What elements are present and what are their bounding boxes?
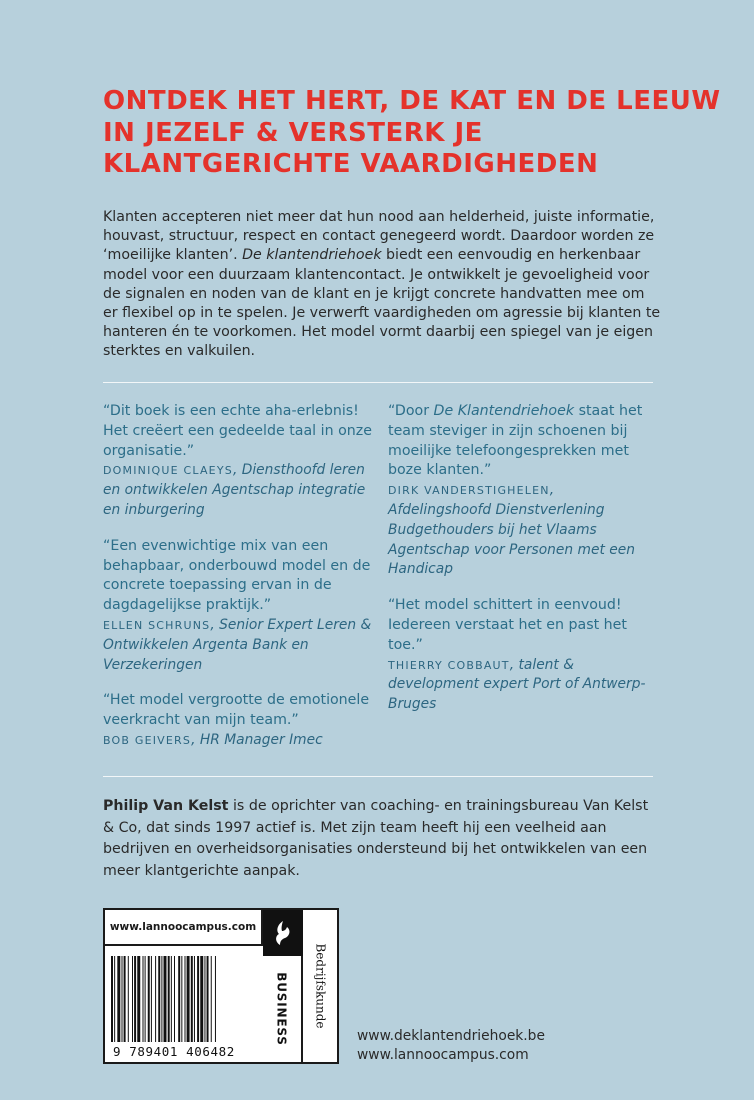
quote-role: HR Manager Imec: [199, 731, 323, 748]
quote-schruns: [103, 537, 373, 676]
quote-text: “Dit boek is een echte aha-erlebnis! Het creëert een gedeelde taal in onze organisatie.”: [103, 403, 372, 459]
quote-book-title: De Klantendriehoek: [433, 403, 575, 419]
quote-text-start: “Door: [388, 403, 434, 419]
barcode-bar: [171, 956, 172, 1042]
websites: [357, 1027, 545, 1065]
barcode-bar: [211, 956, 212, 1042]
isbn-number: 9 789401 406482: [113, 1044, 235, 1059]
headline-line-2: IN JEZELF & VERSTERK JE: [103, 117, 483, 148]
quote-author: DOMINIQUE CLAEYS: [103, 464, 233, 478]
barcode-bar: [161, 956, 162, 1042]
barcode-bar: [122, 956, 123, 1042]
quote-role: Afdelingshoofd Dienstverlening Budgethouders bij het Vlaams Agentschap voor Personen met een Handicap: [388, 501, 635, 578]
barcode-bar: [204, 956, 205, 1042]
quote-text: “Het model schittert in eenvoud! Iedereen verstaat het en past het toe.”: [388, 597, 627, 653]
barcode-bar: [132, 956, 133, 1042]
intro-text-start: Klanten accepteren niet meer dat hun nood aan helderheid, juiste informatie, houvast, structuur, respect en contact genegeerd wordt. Daardoor worden ze ‘moeilijke klanten’.: [103, 209, 655, 264]
intro-paragraph: [103, 208, 663, 362]
website-book[interactable]: www.deklantendriehoek.be: [357, 1028, 545, 1044]
headline-line-3: KLANTGERICHTE VAARDIGHEDEN: [103, 149, 599, 179]
author-bio-text: is de oprichter van coaching- en trainingsbureau Van Kelst & Co, dat sinds 1997 actief is. Met zijn team heeft hij een veelheid aan bedrijven en overheidsorganisaties ondersteund bij het ontwikkelen van een meer klantgerichte aanpak.: [103, 798, 649, 879]
barcode-bar: [187, 956, 190, 1042]
category-subject-text: Bedrijfskunde: [313, 943, 328, 1029]
barcode-bar: [124, 956, 126, 1042]
barcode-bar: [158, 956, 160, 1042]
barcode-bar: [197, 956, 199, 1042]
quote-cobbaut: [388, 596, 658, 715]
category-business-text: BUSINESS: [275, 972, 290, 1046]
barcode-bar: [174, 956, 175, 1042]
quote-author: ELLEN SCHRUNS: [103, 618, 211, 632]
quote-claeys: [103, 402, 373, 521]
barcode-bar: [143, 956, 144, 1042]
barcode-bar: [148, 956, 150, 1042]
divider-bottom: [103, 776, 653, 777]
category-subject: [303, 910, 337, 1062]
barcode-bars: [111, 956, 257, 1042]
barcode-bar: [185, 956, 186, 1042]
barcode-bar: [215, 956, 216, 1042]
barcode-bar: [200, 956, 203, 1042]
quote-vanderstighelen: [388, 402, 658, 580]
barcode-bar: [151, 956, 152, 1042]
barcode-bar: [164, 956, 167, 1042]
headline: [103, 86, 721, 181]
barcode-bar: [117, 956, 120, 1042]
quote-geivers: [103, 691, 373, 750]
quote-author: BOB GEIVERS: [103, 733, 192, 747]
quote-attribution: DIRK VANDERSTIGHELEN, Afdelingshoofd Dienstverlening Budgethouders bij het Vlaams Agentschap voor Personen met een Handicap: [388, 482, 635, 578]
barcode-bar: [191, 956, 193, 1042]
quote-author: DIRK VANDERSTIGHELEN: [388, 484, 550, 498]
barcode-bar: [145, 956, 146, 1042]
barcode-bar: [111, 956, 113, 1042]
quote-attribution: BOB GEIVERS, HR Manager Imec: [103, 731, 323, 748]
barcode-bar: [137, 956, 140, 1042]
quotes-right-column: [388, 402, 658, 731]
barcode-bar: [178, 956, 180, 1042]
quote-attribution: THIERRY COBBAUT, talent & development expert Port of Antwerp-Bruges: [388, 656, 646, 713]
divider-top: [103, 382, 653, 383]
quote-role: talent & development expert Port of Antwerp-Bruges: [388, 656, 646, 713]
barcode-bar: [128, 956, 129, 1042]
author-bio: [103, 796, 663, 882]
category-business: [263, 956, 303, 1062]
website-publisher[interactable]: www.lannoocampus.com: [357, 1047, 529, 1063]
quote-text-end: staat het team steviger in zijn schoenen bij moeilijke telefoongesprekken met boze klanten.”: [388, 403, 643, 479]
publisher-url: www.lannoocampus.com: [105, 910, 263, 946]
barcode-bar: [155, 956, 156, 1042]
quotes-left-column: [103, 402, 373, 767]
intro-text-end: biedt een eenvoudig en herkenbaar model voor een duurzaam klantencontact. Je ontwikkelt je gevoeligheid voor de signalen en noden van de klant en je krijgt concrete handvatten mee om er flexibel op in te spelen. Je verwerft vaardigheden om agressie bij klanten te hanteren én te voorkomen. Het model vormt daarbij een spiegel van je eigen sterktes en valkuilen.: [103, 247, 661, 360]
barcode-bar: [134, 956, 136, 1042]
author-name: Philip Van Kelst: [103, 798, 229, 814]
barcode-bar: [181, 956, 182, 1042]
quote-attribution: ELLEN SCHRUNS, Senior Expert Leren & Ontwikkelen Argenta Bank en Verzekeringen: [103, 616, 372, 673]
lannoo-logo-icon: [263, 910, 303, 956]
barcode-bar: [168, 956, 170, 1042]
quote-author: THIERRY COBBAUT: [388, 658, 510, 672]
barcode-bar: [207, 956, 209, 1042]
barcode-box: [103, 908, 339, 1064]
lannoo-logo-shape: [271, 919, 295, 947]
barcode-bar: [114, 956, 115, 1042]
quote-role: Diensthoofd leren en ontwikkelen Agentschap integratie en inburgering: [103, 462, 366, 518]
quote-text: “Het model vergrootte de emotionele veerkracht van mijn team.”: [103, 692, 370, 729]
intro-book-title: De klantendriehoek: [242, 247, 382, 264]
quote-text: “Een evenwichtige mix van een behapbaar, onderbouwd model en de concrete toepassing ervan in de dagdagelijkse praktijk.”: [103, 537, 371, 614]
quote-role: Senior Expert Leren & Ontwikkelen Argenta Bank en Verzekeringen: [103, 616, 372, 673]
quote-attribution: DOMINIQUE CLAEYS, Diensthoofd leren en ontwikkelen Agentschap integratie en inburgering: [103, 462, 366, 518]
headline-line-1: ONTDEK HET HERT, DE KAT EN DE LEEUW: [103, 86, 721, 116]
barcode-bar: [194, 956, 195, 1042]
quote-text: [388, 402, 658, 481]
